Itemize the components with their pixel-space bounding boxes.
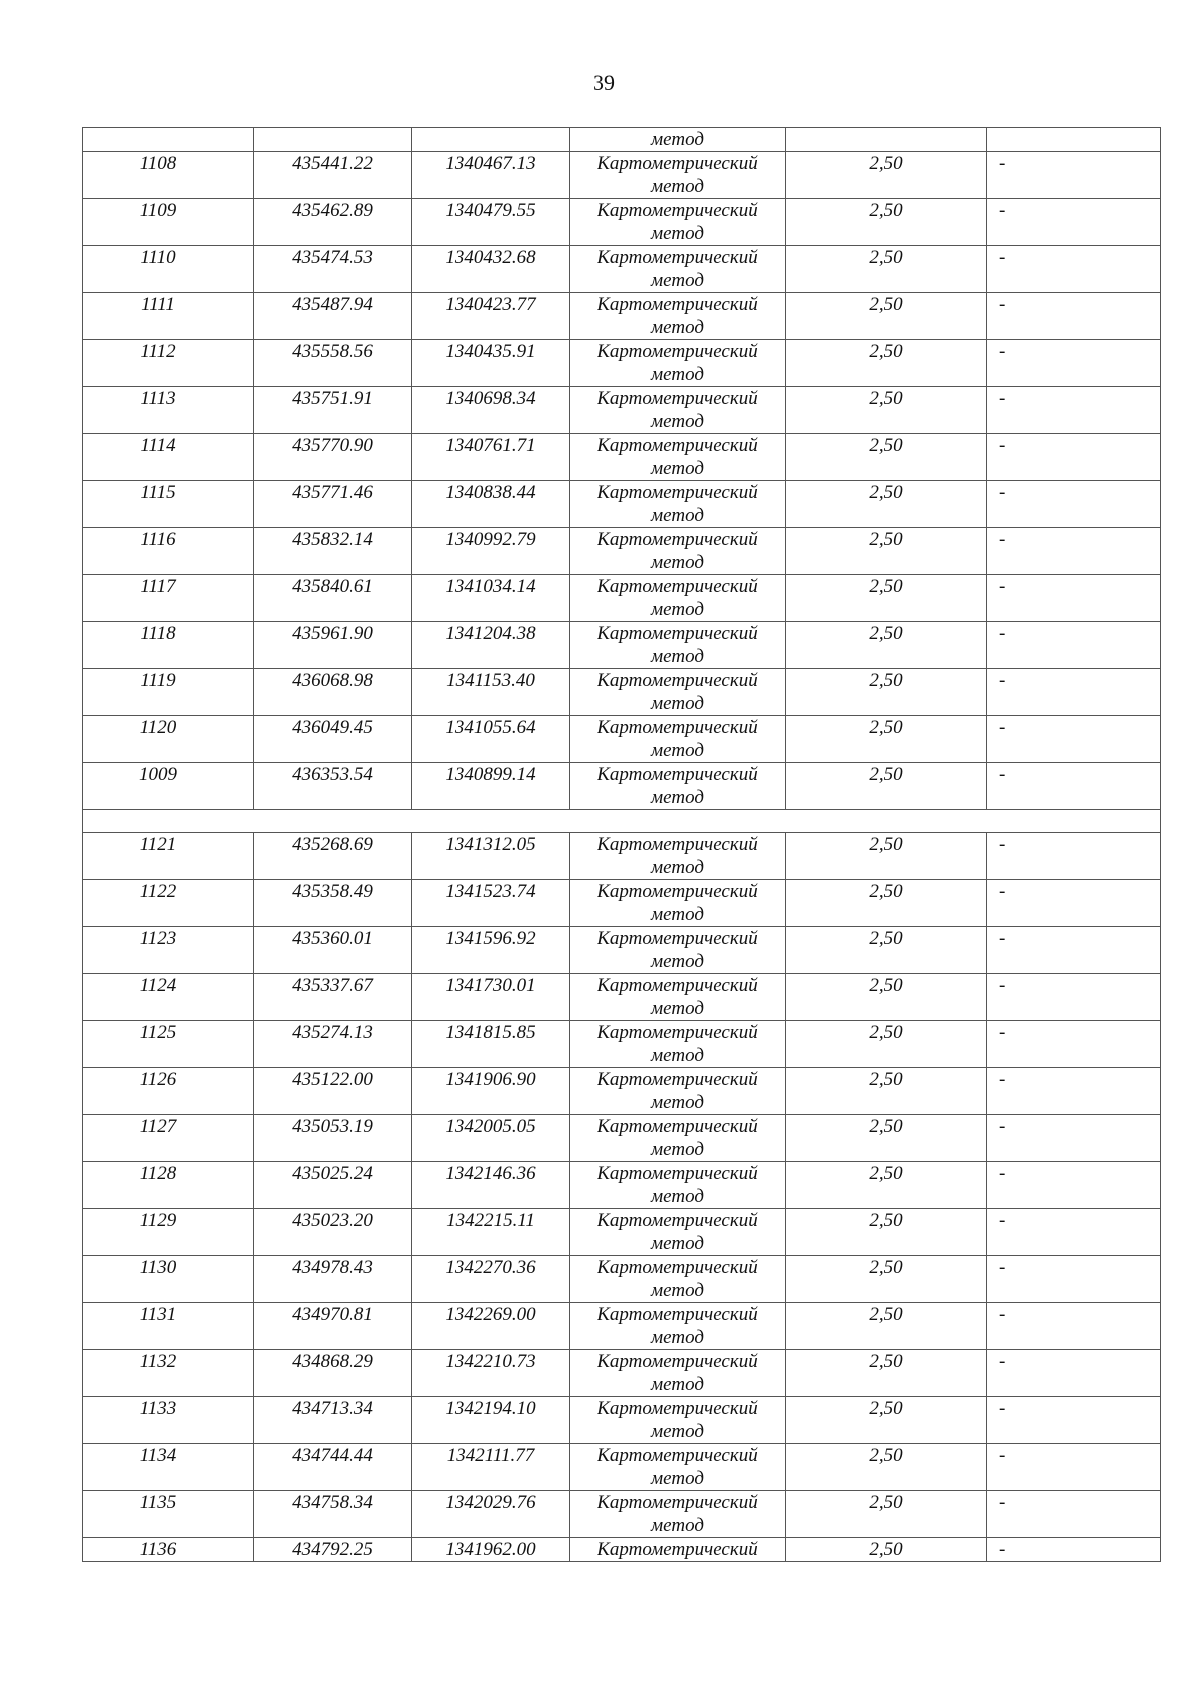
- method-line-1: Картометрический: [597, 435, 758, 456]
- note-cell: -: [987, 974, 1161, 1021]
- table-row: [83, 669, 1161, 716]
- method-line-1: Картометрический: [597, 482, 758, 503]
- accuracy-cell: 2,50: [786, 927, 987, 974]
- y-coordinate-cell: 1342269.00: [412, 1303, 570, 1350]
- method-line-1: Картометрический: [597, 1069, 758, 1090]
- note-cell: -: [987, 1397, 1161, 1444]
- point-number-cell: 1135: [83, 1491, 254, 1538]
- method-line-2: метод: [651, 1421, 704, 1442]
- x-coordinate-cell: 435274.13: [254, 1021, 412, 1068]
- accuracy-cell: 2,50: [786, 716, 987, 763]
- point-number-cell: 1120: [83, 716, 254, 763]
- accuracy-cell: 2,50: [786, 1350, 987, 1397]
- table-row: [83, 575, 1161, 622]
- table-row: [83, 246, 1161, 293]
- x-coordinate-cell: 435770.90: [254, 434, 412, 481]
- table-row: [83, 1303, 1161, 1350]
- point-number-cell: 1129: [83, 1209, 254, 1256]
- x-coordinate-cell: 435771.46: [254, 481, 412, 528]
- method-line-2: метод: [651, 1092, 704, 1113]
- method-line-1: Картометрический: [597, 975, 758, 996]
- method-line-1: Картометрический: [597, 1492, 758, 1513]
- method-line-2: метод: [651, 458, 704, 479]
- point-number-cell: 1112: [83, 340, 254, 387]
- method-line-1: Картометрический: [597, 928, 758, 949]
- method-cell: [570, 340, 786, 387]
- note-cell: -: [987, 763, 1161, 810]
- accuracy-cell: 2,50: [786, 880, 987, 927]
- point-number-cell: 1122: [83, 880, 254, 927]
- method-line-1: Картометрический: [597, 717, 758, 738]
- note-cell: -: [987, 293, 1161, 340]
- x-coordinate-cell: 434758.34: [254, 1491, 412, 1538]
- x-coordinate-cell: 435751.91: [254, 387, 412, 434]
- y-coordinate-cell: 1340435.91: [412, 340, 570, 387]
- note-cell: -: [987, 1303, 1161, 1350]
- point-number-cell: 1113: [83, 387, 254, 434]
- method-cell: [570, 246, 786, 293]
- method-line-1: Картометрический: [597, 576, 758, 597]
- method-cell: [570, 1068, 786, 1115]
- method-line-2: метод: [651, 1327, 704, 1348]
- point-number-cell: 1121: [83, 833, 254, 880]
- method-cell: [570, 1256, 786, 1303]
- accuracy-cell: 2,50: [786, 1115, 987, 1162]
- point-number-cell: 1119: [83, 669, 254, 716]
- y-coordinate-cell: 1342194.10: [412, 1397, 570, 1444]
- table-row: [83, 1209, 1161, 1256]
- point-number-cell: 1134: [83, 1444, 254, 1491]
- note-cell: -: [987, 152, 1161, 199]
- method-cell: [570, 716, 786, 763]
- method-line-2: метод: [651, 411, 704, 432]
- note-cell: -: [987, 246, 1161, 293]
- note-cell: -: [987, 1209, 1161, 1256]
- method-line-1: Картометрический: [597, 388, 758, 409]
- method-line-1: Картометрический: [597, 1445, 758, 1466]
- y-coordinate-cell: 1341596.92: [412, 927, 570, 974]
- table-row: [83, 152, 1161, 199]
- note-cell: -: [987, 1115, 1161, 1162]
- method-line-2: метод: [651, 646, 704, 667]
- x-coordinate-cell: 435961.90: [254, 622, 412, 669]
- table-row-last: [83, 1538, 1161, 1562]
- accuracy-cell: 2,50: [786, 1021, 987, 1068]
- table-row: [83, 340, 1161, 387]
- accuracy-cell: 2,50: [786, 575, 987, 622]
- y-coordinate-cell: 1341906.90: [412, 1068, 570, 1115]
- point-number-cell: 1111: [83, 293, 254, 340]
- table-row: [83, 528, 1161, 575]
- note-cell: -: [987, 575, 1161, 622]
- note-cell: -: [987, 1444, 1161, 1491]
- note-cell: -: [987, 434, 1161, 481]
- y-coordinate-cell: 1340467.13: [412, 152, 570, 199]
- method-cell: [570, 669, 786, 716]
- method-line-2: метод: [651, 1280, 704, 1301]
- accuracy-cell: 2,50: [786, 622, 987, 669]
- method-cell: [570, 293, 786, 340]
- method-cell: [570, 152, 786, 199]
- method-cell: [570, 622, 786, 669]
- table-row: [83, 833, 1161, 880]
- note-cell: -: [987, 528, 1161, 575]
- point-number-cell: 1136: [83, 1538, 254, 1562]
- accuracy-cell: 2,50: [786, 1256, 987, 1303]
- note-cell: -: [987, 340, 1161, 387]
- table-row: [83, 1397, 1161, 1444]
- method-line-1: Картометрический: [597, 1210, 758, 1231]
- accuracy-cell: 2,50: [786, 246, 987, 293]
- method-line-2: метод: [651, 552, 704, 573]
- point-number-cell: 1117: [83, 575, 254, 622]
- x-coordinate-cell: 434868.29: [254, 1350, 412, 1397]
- point-number-cell: 1132: [83, 1350, 254, 1397]
- table-row: [83, 1444, 1161, 1491]
- note-cell: -: [987, 716, 1161, 763]
- table-row: [83, 974, 1161, 1021]
- method-line-2: метод: [651, 998, 704, 1019]
- method-line-1: Картометрический: [597, 341, 758, 362]
- accuracy-cell: 2,50: [786, 1162, 987, 1209]
- method-cell: метод: [570, 128, 786, 152]
- y-coordinate-cell: 1340479.55: [412, 199, 570, 246]
- method-cell: [570, 1491, 786, 1538]
- y-coordinate-cell: 1341034.14: [412, 575, 570, 622]
- x-coordinate-cell: 434978.43: [254, 1256, 412, 1303]
- point-number-cell: 1130: [83, 1256, 254, 1303]
- y-coordinate-cell: 1341730.01: [412, 974, 570, 1021]
- point-number-cell: 1109: [83, 199, 254, 246]
- note-cell: -: [987, 387, 1161, 434]
- table-row: [83, 1256, 1161, 1303]
- table-row: [83, 434, 1161, 481]
- method-line-2: метод: [651, 1139, 704, 1160]
- x-coordinate-cell: 434792.25: [254, 1538, 412, 1562]
- x-coordinate-cell: 435474.53: [254, 246, 412, 293]
- point-number-cell: 1123: [83, 927, 254, 974]
- x-coordinate-cell: 435462.89: [254, 199, 412, 246]
- x-coordinate-cell: 435832.14: [254, 528, 412, 575]
- method-cell: [570, 763, 786, 810]
- method-cell: [570, 1350, 786, 1397]
- y-coordinate-cell: 1342146.36: [412, 1162, 570, 1209]
- x-coordinate-cell: 435487.94: [254, 293, 412, 340]
- note-cell: -: [987, 481, 1161, 528]
- method-line-1: Картометрический: [597, 247, 758, 268]
- method-cell: [570, 1162, 786, 1209]
- method-line-1: Картометрический: [597, 1398, 758, 1419]
- x-coordinate-cell: 435023.20: [254, 1209, 412, 1256]
- y-coordinate-cell: 1341815.85: [412, 1021, 570, 1068]
- method-cell: [570, 1538, 786, 1562]
- y-coordinate-cell: 1341055.64: [412, 716, 570, 763]
- x-coordinate-cell: 434744.44: [254, 1444, 412, 1491]
- page-number: 39: [593, 70, 615, 95]
- note-cell: -: [987, 622, 1161, 669]
- method-line-1: Картометрический: [597, 1163, 758, 1184]
- note-cell: -: [987, 1068, 1161, 1115]
- method-cell: [570, 927, 786, 974]
- method-line-1: Картометрический: [597, 1257, 758, 1278]
- y-coordinate-cell: 1342210.73: [412, 1350, 570, 1397]
- x-coordinate-cell: 436049.45: [254, 716, 412, 763]
- accuracy-cell: 2,50: [786, 1209, 987, 1256]
- table-row: [83, 1068, 1161, 1115]
- method-line-2: метод: [651, 1233, 704, 1254]
- accuracy-cell: 2,50: [786, 528, 987, 575]
- x-coordinate-cell: 435053.19: [254, 1115, 412, 1162]
- x-coordinate-cell: 435268.69: [254, 833, 412, 880]
- point-number-cell: 1118: [83, 622, 254, 669]
- method-cell: [570, 434, 786, 481]
- x-coordinate-cell: 435558.56: [254, 340, 412, 387]
- method-line-2: метод: [651, 1045, 704, 1066]
- point-number-cell: 1128: [83, 1162, 254, 1209]
- table-row: [83, 1115, 1161, 1162]
- table-row: [83, 880, 1161, 927]
- y-coordinate-cell: 1341962.00: [412, 1538, 570, 1562]
- method-line-2: метод: [651, 223, 704, 244]
- method-cell: [570, 1444, 786, 1491]
- method-cell: [570, 199, 786, 246]
- method-line-2: метод: [651, 1515, 704, 1536]
- accuracy-cell: 2,50: [786, 833, 987, 880]
- note-cell: -: [987, 1538, 1161, 1562]
- method-line-1: Картометрический: [597, 294, 758, 315]
- method-line-1: Картометрический: [597, 1022, 758, 1043]
- point-number-cell: 1110: [83, 246, 254, 293]
- accuracy-cell: 2,50: [786, 763, 987, 810]
- method-line-2: метод: [651, 740, 704, 761]
- y-coordinate-cell: 1340761.71: [412, 434, 570, 481]
- method-line-2: метод: [651, 176, 704, 197]
- point-number-cell: 1114: [83, 434, 254, 481]
- table-row: [83, 199, 1161, 246]
- table-row: [83, 763, 1161, 810]
- y-coordinate-cell: 1342215.11: [412, 1209, 570, 1256]
- method-cell: [570, 974, 786, 1021]
- method-cell: [570, 387, 786, 434]
- table-separator-row: [83, 810, 1161, 833]
- table-row: [83, 1491, 1161, 1538]
- method-cell: [570, 1303, 786, 1350]
- y-coordinate-cell: 1340992.79: [412, 528, 570, 575]
- table-row: [83, 293, 1161, 340]
- table-row-continuation: [83, 128, 1161, 152]
- method-line-2: метод: [651, 1468, 704, 1489]
- method-line-1: Картометрический: [597, 1304, 758, 1325]
- method-line-1: Картометрический: [597, 1116, 758, 1137]
- note-cell: -: [987, 199, 1161, 246]
- accuracy-cell: 2,50: [786, 1068, 987, 1115]
- x-coordinate-cell: 435441.22: [254, 152, 412, 199]
- x-coordinate-cell: 435337.67: [254, 974, 412, 1021]
- accuracy-cell: 2,50: [786, 481, 987, 528]
- y-coordinate-cell: 1341523.74: [412, 880, 570, 927]
- x-coordinate-cell: 434970.81: [254, 1303, 412, 1350]
- method-cell: [570, 1115, 786, 1162]
- point-number-cell: 1125: [83, 1021, 254, 1068]
- method-line-2: метод: [651, 904, 704, 925]
- method-line-1: Картометрический: [597, 529, 758, 550]
- note-cell: -: [987, 669, 1161, 716]
- x-coordinate-cell: 434713.34: [254, 1397, 412, 1444]
- accuracy-cell: 2,50: [786, 669, 987, 716]
- method-line-2: метод: [651, 1186, 704, 1207]
- accuracy-cell: 2,50: [786, 1491, 987, 1538]
- method-cell: [570, 1209, 786, 1256]
- accuracy-cell: 2,50: [786, 293, 987, 340]
- accuracy-cell: 2,50: [786, 1397, 987, 1444]
- note-cell: -: [987, 880, 1161, 927]
- x-coordinate-cell: 435358.49: [254, 880, 412, 927]
- method-line-2: метод: [651, 599, 704, 620]
- note-cell: -: [987, 1021, 1161, 1068]
- y-coordinate-cell: 1340838.44: [412, 481, 570, 528]
- accuracy-cell: 2,50: [786, 1538, 987, 1562]
- method-line-2: метод: [651, 505, 704, 526]
- y-coordinate-cell: 1340423.77: [412, 293, 570, 340]
- x-coordinate-cell: 435840.61: [254, 575, 412, 622]
- method-line-1: Картометрический: [597, 1351, 758, 1372]
- accuracy-cell: 2,50: [786, 152, 987, 199]
- accuracy-cell: 2,50: [786, 340, 987, 387]
- method-line-1: Картометрический: [597, 623, 758, 644]
- point-number-cell: 1133: [83, 1397, 254, 1444]
- table-row: [83, 1350, 1161, 1397]
- note-cell: -: [987, 1162, 1161, 1209]
- coordinates-table: [82, 127, 1161, 1562]
- method-cell: [570, 575, 786, 622]
- method-cell: [570, 833, 786, 880]
- accuracy-cell: 2,50: [786, 1303, 987, 1350]
- method-line-2: метод: [651, 364, 704, 385]
- accuracy-cell: 2,50: [786, 387, 987, 434]
- note-cell: -: [987, 1256, 1161, 1303]
- accuracy-cell: 2,50: [786, 199, 987, 246]
- table-row: [83, 1021, 1161, 1068]
- table-row: [83, 716, 1161, 763]
- y-coordinate-cell: 1342029.76: [412, 1491, 570, 1538]
- y-coordinate-cell: 1340432.68: [412, 246, 570, 293]
- point-number-cell: 1126: [83, 1068, 254, 1115]
- note-cell: -: [987, 1491, 1161, 1538]
- point-number-cell: 1131: [83, 1303, 254, 1350]
- method-line-1: Картометрический: [597, 1539, 758, 1560]
- method-line-2: метод: [651, 1374, 704, 1395]
- method-line-2: метод: [651, 270, 704, 291]
- note-cell: -: [987, 833, 1161, 880]
- note-cell: -: [987, 927, 1161, 974]
- x-coordinate-cell: 436068.98: [254, 669, 412, 716]
- x-coordinate-cell: 436353.54: [254, 763, 412, 810]
- y-coordinate-cell: 1341153.40: [412, 669, 570, 716]
- point-number-cell: 1115: [83, 481, 254, 528]
- point-number-cell: 1116: [83, 528, 254, 575]
- y-coordinate-cell: 1342270.36: [412, 1256, 570, 1303]
- method-cell: [570, 1397, 786, 1444]
- table-row: [83, 1162, 1161, 1209]
- table-row: [83, 622, 1161, 669]
- y-coordinate-cell: 1342005.05: [412, 1115, 570, 1162]
- method-line-1: Картометрический: [597, 200, 758, 221]
- table-row: [83, 927, 1161, 974]
- note-cell: -: [987, 1350, 1161, 1397]
- method-line-1: Картометрический: [597, 834, 758, 855]
- method-cell: [570, 528, 786, 575]
- accuracy-cell: 2,50: [786, 974, 987, 1021]
- table-row: [83, 387, 1161, 434]
- point-number-cell: 1009: [83, 763, 254, 810]
- y-coordinate-cell: 1340698.34: [412, 387, 570, 434]
- accuracy-cell: 2,50: [786, 1444, 987, 1491]
- point-number-cell: 1108: [83, 152, 254, 199]
- y-coordinate-cell: 1341312.05: [412, 833, 570, 880]
- method-line-1: Картометрический: [597, 881, 758, 902]
- x-coordinate-cell: 435360.01: [254, 927, 412, 974]
- accuracy-cell: 2,50: [786, 434, 987, 481]
- method-line-1: Картометрический: [597, 670, 758, 691]
- x-coordinate-cell: 435025.24: [254, 1162, 412, 1209]
- method-line-2: метод: [651, 857, 704, 878]
- point-number-cell: 1124: [83, 974, 254, 1021]
- point-number-cell: 1127: [83, 1115, 254, 1162]
- method-cell: [570, 1021, 786, 1068]
- y-coordinate-cell: 1340899.14: [412, 763, 570, 810]
- method-line-2: метод: [651, 787, 704, 808]
- y-coordinate-cell: 1341204.38: [412, 622, 570, 669]
- method-cell: [570, 481, 786, 528]
- method-line-1: Картометрический: [597, 764, 758, 785]
- x-coordinate-cell: 435122.00: [254, 1068, 412, 1115]
- method-line-2: метод: [651, 951, 704, 972]
- method-line-2: метод: [651, 693, 704, 714]
- y-coordinate-cell: 1342111.77: [412, 1444, 570, 1491]
- method-cell: [570, 880, 786, 927]
- table-row: [83, 481, 1161, 528]
- method-line-1: Картометрический: [597, 153, 758, 174]
- method-line-2: метод: [651, 317, 704, 338]
